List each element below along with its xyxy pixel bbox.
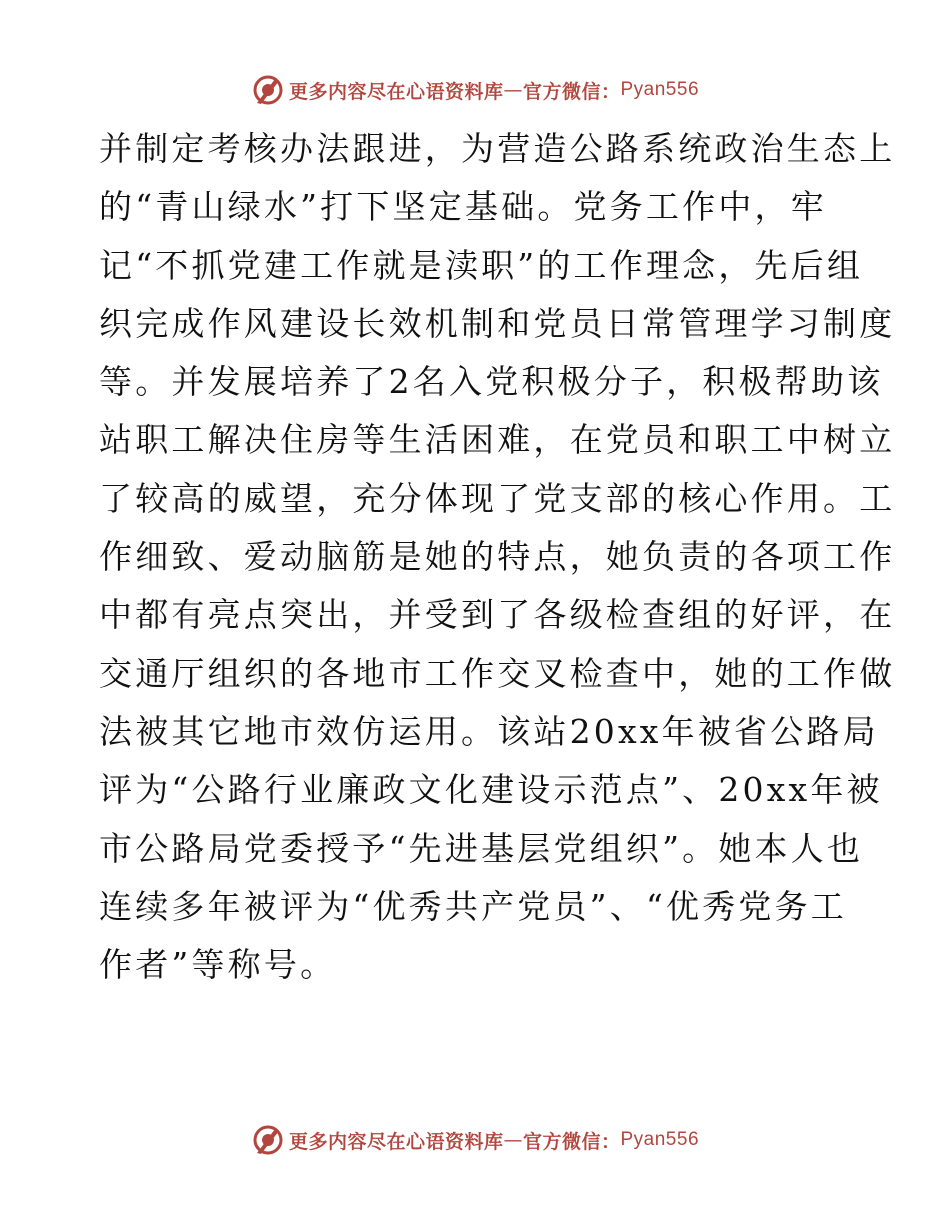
- text-line: 站职工解决住房等生活困难，在党员和职工中树立: [99, 420, 896, 460]
- text-line: 连续多年被评为“优秀共产党员”、“优秀党务工: [99, 886, 848, 926]
- text-line: 了较高的威望，充分体现了党支部的核心作用。工: [99, 478, 896, 518]
- footer-official-label: 官方微信：: [522, 1130, 621, 1153]
- text-line: 交通厅组织的各地市工作交叉检查中，她的工作做: [99, 653, 896, 693]
- text-line: 法被其它地市效仿运用。该站20xx年被省公路局: [99, 711, 879, 751]
- text-line: 织完成作风建设长效机制和党员日常管理学习制度: [99, 303, 896, 343]
- header-brand: 更多内容尽在心语资料库: [288, 80, 504, 103]
- footer-separator: —: [503, 1129, 523, 1151]
- text-line: 记“不抓党建工作就是渎职”的工作理念，先后组: [99, 245, 864, 285]
- header-official-label: 官方微信：: [522, 80, 621, 103]
- quill-logo-icon: [251, 73, 285, 107]
- header-separator: —: [503, 79, 523, 101]
- body-text: [99, 120, 896, 994]
- text-line: 评为“公路行业廉政文化建设示范点”、20xx年被: [99, 770, 883, 810]
- footer-banner: [0, 1120, 950, 1160]
- text-line: 中都有亮点突出，并受到了各级检查组的好评，在: [99, 595, 896, 635]
- text-line: 作细致、爱动脑筋是她的特点，她负责的各项工作: [99, 537, 896, 577]
- text-line: 等。并发展培养了2名入党积极分子，积极帮助该: [99, 362, 884, 402]
- header-banner: [0, 70, 950, 110]
- quill-logo-icon: [251, 1123, 285, 1157]
- text-line: 的“青山绿水”打下坚定基础。党务工作中，牢: [99, 187, 827, 227]
- text-line: 市公路局党委授予“先进基层党组织”。她本人也: [99, 828, 864, 868]
- text-line: 并制定考核办法跟进，为营造公路系统政治生态上: [99, 129, 896, 168]
- footer-wechat-id: Pyan556: [620, 1129, 700, 1150]
- footer-brand: 更多内容尽在心语资料库: [288, 1130, 504, 1153]
- text-line: 作者”等称号。: [99, 945, 337, 985]
- header-wechat-id: Pyan556: [620, 79, 700, 100]
